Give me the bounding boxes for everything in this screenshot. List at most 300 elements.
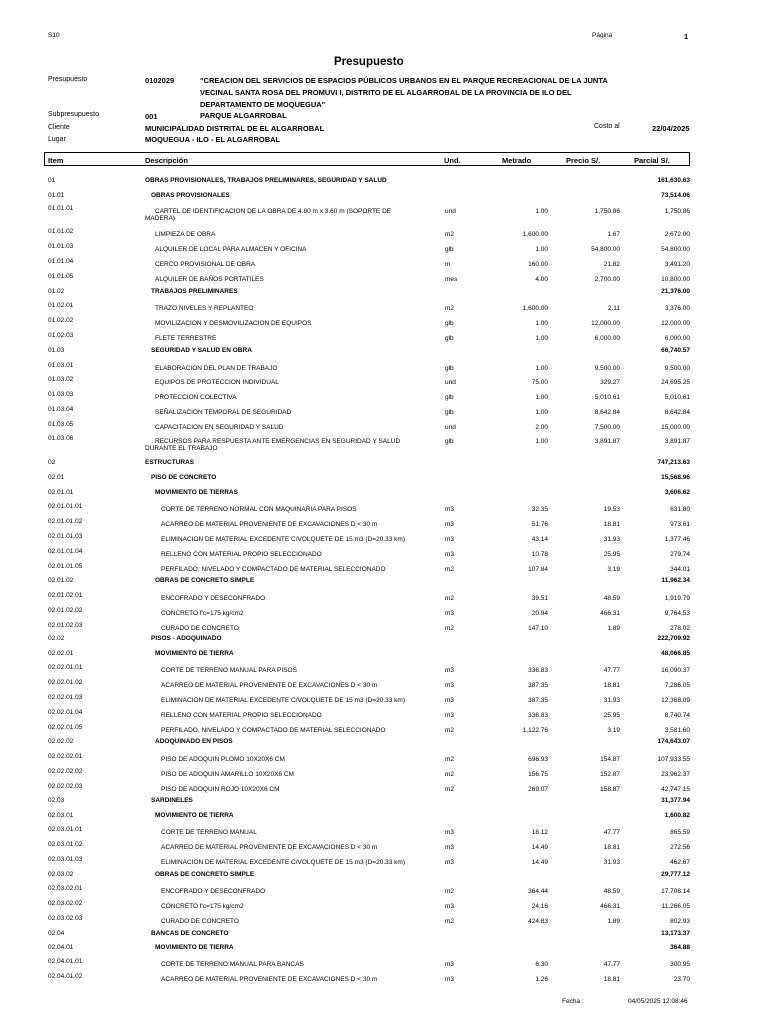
row-unit: m2: [445, 756, 455, 763]
row-parcial: 222,709.92: [657, 635, 690, 642]
row-metrado: 39.51: [531, 595, 548, 602]
row-description: [151, 635, 222, 642]
row-unit: m3: [445, 667, 455, 674]
row-precio: 47.77: [603, 961, 620, 968]
row-unit: m3: [445, 682, 455, 689]
row-description-line: ELABORACION DEL PLAN DE TRABAJO: [155, 365, 278, 372]
page-label: Página: [592, 32, 613, 39]
row-description: [161, 976, 377, 983]
row-item-code: 02.02.01.03: [48, 694, 83, 701]
row-precio: 152.87: [600, 771, 620, 778]
row-description-line: PISO DE ADOQUIN ROJO 10X20X6 CM: [161, 786, 280, 793]
row-description-line: OBRAS PROVISIONALES, TRABAJOS PRELIMINARES, SEGURIDAD Y SALUD: [145, 177, 387, 184]
row-item-code: 02.01: [48, 474, 65, 481]
row-description-line: MOVILIZACION Y DESMOVILIZACION DE EQUIPOS: [155, 320, 312, 327]
row-item-code: 02.03.01.02: [48, 841, 83, 848]
row-item-code: 02.01.02.01: [48, 592, 83, 599]
row-item-code: 01.03.01: [48, 362, 74, 369]
page-number: 1: [684, 32, 689, 41]
subpresupuesto-code: 001: [145, 112, 158, 121]
row-description: [151, 192, 230, 199]
row-unit: glb: [445, 246, 454, 253]
row-item-code: 02.02.01: [48, 650, 74, 657]
presupuesto-name-line3: DEPARTAMENTO DE MOQUEGUA": [200, 100, 326, 109]
row-precio: 54,800.00: [591, 246, 620, 253]
row-precio: 19.53: [603, 506, 620, 513]
row-precio: 2,700.00: [594, 276, 620, 283]
row-precio: 18.81: [603, 976, 620, 983]
row-parcial: 23,962.37: [661, 771, 690, 778]
row-description: [155, 379, 279, 386]
row-unit: m3: [445, 697, 455, 704]
row-parcial: 31,377.94: [661, 797, 690, 804]
row-parcial: 462.67: [670, 859, 690, 866]
row-unit: m3: [445, 551, 455, 558]
row-metrado: 387.35: [528, 682, 548, 689]
row-item-code: 02.01.01.01: [48, 503, 83, 510]
row-precio: 31.93: [603, 859, 620, 866]
row-description: [161, 610, 244, 617]
row-metrado: 1.00: [535, 335, 548, 342]
row-metrado: 1.00: [535, 208, 548, 215]
row-metrado: 51.76: [531, 521, 548, 528]
row-metrado: 336.83: [528, 667, 548, 674]
row-unit: m3: [445, 903, 455, 910]
row-precio: 329.27: [600, 379, 620, 386]
row-item-code: 01.01.04: [48, 258, 74, 265]
row-metrado: 43.14: [531, 536, 548, 543]
row-description-line: CORTE DE TERRENO MANUAL PARA PISOS: [161, 667, 297, 674]
col-und: Und.: [444, 156, 461, 165]
row-precio: 1.89: [607, 918, 620, 925]
row-unit: m2: [445, 771, 455, 778]
row-item-code: 02.02.01.04: [48, 709, 83, 716]
row-description: [155, 871, 254, 878]
row-description-line: TRABAJOS PRELIMINARES: [151, 288, 238, 295]
row-precio: 47.77: [603, 829, 620, 836]
row-description: [155, 812, 234, 819]
row-parcial: 865.59: [670, 829, 690, 836]
row-item-code: 01: [48, 177, 56, 184]
row-parcial: 11,266.05: [661, 903, 690, 910]
row-unit: m2: [445, 231, 455, 238]
row-parcial: 15,000.00: [661, 424, 690, 431]
row-metrado: 1.00: [535, 246, 548, 253]
row-description: [161, 536, 405, 543]
row-metrado: 10.78: [531, 551, 548, 558]
row-description-line: ELIMINACION DE MATERIAL EXCEDENTE C/VOLQUETE DE 15 m3 (D=20.33 km): [161, 536, 405, 543]
row-precio: 2.11: [607, 305, 620, 312]
row-metrado: 1.00: [535, 320, 548, 327]
row-metrado: 1.00: [535, 438, 548, 445]
row-parcial: 24,695.25: [661, 379, 690, 386]
row-metrado: 14.49: [531, 844, 548, 851]
row-parcial: 42,747.15: [661, 786, 690, 793]
col-item: Item: [48, 156, 64, 165]
row-precio: 25.95: [603, 712, 620, 719]
row-description-line: SARDINELES: [151, 797, 193, 804]
row-metrado: 1,600.00: [522, 305, 548, 312]
row-description: [155, 276, 264, 283]
row-precio: 466.31: [600, 610, 620, 617]
row-description-line: FLETE TERRESTRE: [155, 335, 217, 342]
row-unit: glb: [445, 394, 454, 401]
row-parcial: 9,764.53: [664, 610, 690, 617]
row-description-line: CURADO DE CONCRETO: [161, 918, 239, 925]
row-parcial: 9,500.00: [664, 365, 690, 372]
row-description: [151, 930, 229, 937]
row-unit: m3: [445, 829, 455, 836]
row-item-code: 02.02.02.03: [48, 783, 83, 790]
row-unit: m3: [445, 506, 455, 513]
row-unit: m2: [445, 727, 455, 734]
row-description-line: MOVIMIENTO DE TIERRA: [155, 812, 234, 819]
row-parcial: 29,777.12: [661, 871, 690, 878]
row-description-line: ALQUILER DE LOCAL PARA ALMACEN Y OFICINA: [155, 246, 307, 253]
row-description: [161, 756, 285, 763]
row-precio: 3.19: [607, 566, 620, 573]
row-unit: glb: [445, 409, 454, 416]
row-description: [161, 667, 297, 674]
row-metrado: 336.83: [528, 712, 548, 719]
row-parcial: 107,933.55: [657, 756, 690, 763]
presupuesto-label: Presupuesto: [48, 76, 88, 83]
row-precio: 21.82: [603, 261, 620, 268]
row-item-code: 02.02.01.02: [48, 679, 83, 686]
row-description: [155, 424, 283, 431]
row-metrado: 696.93: [528, 756, 548, 763]
row-description: [145, 459, 194, 466]
row-unit: glb: [445, 438, 454, 445]
row-parcial: 272.56: [670, 844, 690, 851]
row-item-code: 01.03.02: [48, 376, 74, 383]
row-description: [161, 903, 244, 910]
row-item-code: 02.04.01.01: [48, 958, 83, 965]
row-description: [155, 650, 234, 657]
row-metrado: 2.00: [535, 424, 548, 431]
cliente-label: Cliente: [48, 124, 70, 131]
row-metrado: 364.44: [528, 888, 548, 895]
row-description: [145, 438, 401, 452]
row-unit: glb: [445, 335, 454, 342]
row-parcial: 12,000.00: [661, 320, 690, 327]
row-metrado: 1,122.76: [522, 727, 548, 734]
row-parcial: 5,010.61: [664, 394, 690, 401]
row-unit: m: [445, 261, 451, 268]
row-description-line: ENCOFRADO Y DESECONFRADO: [161, 595, 266, 602]
row-description-line: PISO DE CONCRETO: [151, 474, 217, 481]
row-description-line: RECURSOS PARA RESPUESTA ANTE EMERGENCIAS EN SEGURIDAD Y SALUD: [155, 438, 401, 445]
row-description: [161, 595, 265, 602]
row-parcial: 12,368.09: [661, 697, 690, 704]
row-description-line: ACARREO DE MATERIAL PROVENIENTE DE EXCAVACIONES D < 30 m: [161, 521, 378, 528]
row-description: [155, 738, 233, 745]
row-parcial: 3,376.00: [664, 305, 690, 312]
row-item-code: 02.01.01.04: [48, 548, 83, 555]
row-item-code: 01.01.05: [48, 273, 74, 280]
row-description-line: EQUIPOS DE PROTECCION INDIVIDUAL: [155, 379, 279, 386]
row-metrado: 1.00: [535, 394, 548, 401]
row-unit: m3: [445, 521, 455, 528]
row-description: [151, 347, 252, 354]
row-item-code: 02.03.01.01: [48, 826, 83, 833]
row-item-code: 02.02: [48, 635, 65, 642]
row-parcial: 747,213.63: [657, 459, 690, 466]
row-parcial: 279.74: [670, 551, 690, 558]
row-parcial: 13,173.37: [661, 930, 690, 937]
presupuesto-name-line2: VECINAL SANTA ROSA DEL PROMUVI I, DISTRITO DE EL ALGARROBAL DE LA PROVINCIA DE ILO DEL: [200, 88, 572, 97]
row-metrado: 18.12: [531, 829, 548, 836]
row-precio: 466.31: [600, 903, 620, 910]
row-precio: 48.59: [603, 595, 620, 602]
row-item-code: 02.04.01.02: [48, 973, 83, 980]
row-metrado: 4.00: [535, 276, 548, 283]
row-description-line: OBRAS DE CONCRETO SIMPLE: [155, 871, 255, 878]
col-descripcion: Descripción: [145, 156, 188, 165]
row-description-line: RELLENO CON MATERIAL PROPIO SELECCIONADO: [161, 712, 322, 719]
row-metrado: 75.00: [531, 379, 548, 386]
row-item-code: 02.01.02.02: [48, 607, 83, 614]
row-item-code: 01.03.05: [48, 421, 74, 428]
row-description: [161, 712, 322, 719]
row-item-code: 01.03.04: [48, 406, 74, 413]
row-precio: 1,750.86: [594, 208, 620, 215]
row-parcial: 1,377.46: [664, 536, 690, 543]
row-unit: und: [445, 208, 456, 215]
row-metrado: 107.84: [528, 566, 548, 573]
row-description-line: ADOQUINADO EN PISOS: [155, 738, 233, 745]
row-parcial: 973.61: [670, 521, 690, 528]
row-description-line: PISO DE ADOQUIN PLOMO 10X20X6 CM: [161, 756, 285, 763]
row-parcial: 8,740.74: [664, 712, 690, 719]
row-description-line: PERFILADO, NIVELADO Y COMPACTADO DE MATERIAL SELECCIONADO: [161, 727, 386, 734]
row-description-line: CONCRETO f'c=175 kg/cm2: [161, 610, 244, 617]
row-metrado: 424.83: [528, 918, 548, 925]
row-metrado: 387.35: [528, 697, 548, 704]
row-metrado: 1.26: [535, 976, 548, 983]
row-item-code: 02.03.01: [48, 812, 74, 819]
row-parcial: 3,891.87: [664, 438, 690, 445]
row-unit: m3: [445, 976, 455, 983]
row-description-line: ALQUILER DE BAÑOS PORTATILES: [155, 276, 264, 283]
row-parcial: 6,000.00: [664, 335, 690, 342]
row-precio: 158.87: [600, 786, 620, 793]
row-description: [161, 918, 239, 925]
row-unit: glb: [445, 320, 454, 327]
row-metrado: 269.07: [528, 786, 548, 793]
row-parcial: 1,750.86: [664, 208, 690, 215]
row-description-line: LIMPIEZA DE OBRA: [155, 231, 216, 238]
row-parcial: 3,491.20: [664, 261, 690, 268]
row-description: [161, 888, 265, 895]
row-description-line: CORTE DE TERRENO MANUAL: [161, 829, 257, 836]
row-description: [161, 506, 357, 513]
row-item-code: 02.03.01.03: [48, 856, 83, 863]
row-precio: 48.59: [603, 888, 620, 895]
col-precio: Precio S/.: [566, 156, 601, 165]
row-parcial: 802.93: [670, 918, 690, 925]
row-unit: m2: [445, 595, 455, 602]
row-description-line: RELLENO CON MATERIAL PROPIO SELECCIONADO: [161, 551, 322, 558]
row-parcial: 11,962.34: [661, 577, 690, 584]
row-unit: m2: [445, 305, 455, 312]
row-description-line: ELIMINACION DE MATERIAL EXCEDENTE C/VOLQUETE DE 15 m3 (D=20.33 km): [161, 859, 405, 866]
row-parcial: 3,606.62: [664, 489, 690, 496]
row-precio: 9,500.00: [594, 365, 620, 372]
row-precio: 25.95: [603, 551, 620, 558]
row-unit: m3: [445, 844, 455, 851]
row-description: [155, 489, 238, 496]
row-description: [161, 961, 304, 968]
row-description: [151, 474, 216, 481]
row-precio: 8,642.84: [594, 409, 620, 416]
page-title: Presupuesto: [334, 56, 404, 68]
row-metrado: 14.49: [531, 859, 548, 866]
row-description: [161, 521, 377, 528]
row-parcial: 17,708.14: [661, 888, 690, 895]
row-unit: m2: [445, 888, 455, 895]
presupuesto-code: 0102029: [145, 76, 175, 85]
row-description-line: ACARREO DE MATERIAL PROVENIENTE DE EXCAVACIONES D < 30 m: [161, 976, 378, 983]
row-description: [155, 409, 291, 416]
row-parcial: 1,600.82: [664, 812, 690, 819]
row-description: [161, 727, 386, 734]
row-item-code: 01.01.02: [48, 228, 74, 235]
row-description: [155, 577, 254, 584]
row-parcial: 7,286.05: [664, 682, 690, 689]
row-item-code: 01.03: [48, 347, 65, 354]
lugar-name: MOQUEGUA - ILO - EL ALGARROBAL: [145, 135, 281, 144]
row-description: [155, 231, 215, 238]
row-item-code: 02.02.01.01: [48, 664, 83, 671]
row-precio: 5,010.61: [594, 394, 620, 401]
row-item-code: 02.01.01: [48, 489, 74, 496]
row-metrado: 1.00: [535, 409, 548, 416]
row-parcial: 10,800.00: [661, 276, 690, 283]
row-item-code: 02.03.02.03: [48, 915, 83, 922]
row-parcial: 2,672.00: [664, 231, 690, 238]
row-unit: m3: [445, 961, 455, 968]
row-description-line: CERCO PROVISIONAL DE OBRA: [155, 261, 256, 268]
row-metrado: 156.75: [528, 771, 548, 778]
row-parcial: 364.88: [670, 944, 690, 951]
row-item-code: 02.03.02: [48, 871, 74, 878]
row-description: [155, 335, 216, 342]
row-parcial: 278.02: [670, 625, 690, 632]
row-item-code: 02.03.02.02: [48, 900, 83, 907]
row-unit: glb: [445, 365, 454, 372]
row-precio: 31.93: [603, 536, 620, 543]
row-description: [155, 394, 237, 401]
row-description: [161, 829, 257, 836]
row-item-code: 02.03.02.01: [48, 885, 83, 892]
row-unit: m2: [445, 918, 455, 925]
row-precio: 18.81: [603, 521, 620, 528]
row-item-code: 01.03.06: [48, 435, 74, 442]
row-description: [161, 786, 279, 793]
row-metrado: 147.10: [528, 625, 548, 632]
row-description: [145, 208, 392, 222]
row-description-line: PROTECCION COLECTIVA: [155, 394, 237, 401]
footer-fecha-value: 04/05/2025 12:08:46: [628, 998, 688, 1005]
row-item-code: 02.04.01: [48, 944, 74, 951]
row-parcial: 8,642.84: [664, 409, 690, 416]
row-parcial: 3,581.60: [664, 727, 690, 734]
row-description-line: BANCAS DE CONCRETO: [151, 930, 229, 937]
row-precio: 1.67: [607, 231, 620, 238]
row-precio: 3.19: [607, 727, 620, 734]
row-item-code: 02.01.01.02: [48, 518, 83, 525]
row-item-code: 01.01.03: [48, 243, 74, 250]
row-description-line: CAPACITACION EN SEGURIDAD Y SALUD: [155, 424, 284, 431]
row-parcial: 54,800.00: [661, 246, 690, 253]
row-description: [151, 288, 238, 295]
row-description: [161, 844, 377, 851]
row-item-code: 02.01.01.03: [48, 533, 83, 540]
row-parcial: 300.95: [670, 961, 690, 968]
row-item-code: 02.02.01.05: [48, 724, 83, 731]
row-precio: 154.87: [600, 756, 620, 763]
footer-fecha-label: Fecha :: [562, 998, 584, 1005]
subpresupuesto-label: Subpresupuesto: [48, 111, 99, 118]
row-description-line: SEÑALIZACION TEMPORAL DE SEGURIDAD: [155, 409, 292, 416]
row-description-line: ESTRUCTURAS: [145, 459, 195, 466]
row-description-line: PISO DE ADOQUIN AMARILLO 10X20X6 CM: [161, 771, 294, 778]
row-description: [155, 320, 312, 327]
row-unit: m3: [445, 610, 455, 617]
row-precio: 12,000.00: [591, 320, 620, 327]
row-metrado: 1.00: [535, 365, 548, 372]
row-parcial: 66,740.57: [661, 347, 690, 354]
row-description-line: DURANTE EL TRABAJO: [145, 445, 218, 452]
row-parcial: 1,919.79: [664, 595, 690, 602]
row-item-code: 02.02.02.01: [48, 753, 83, 760]
row-description: [161, 682, 377, 689]
row-metrado: 6.30: [535, 961, 548, 968]
row-description-line: MOVIMIENTO DE TIERRA: [155, 944, 234, 951]
row-parcial: 48,066.85: [661, 650, 690, 657]
row-precio: 47.77: [603, 667, 620, 674]
row-parcial: 73,514.06: [661, 192, 690, 199]
row-item-code: 02.02.02.02: [48, 768, 83, 775]
row-description-line: CURADO DE CONCRETO: [161, 625, 239, 632]
row-item-code: 01.02: [48, 288, 65, 295]
row-description-line: SEGURIDAD Y SALUD EN OBRA: [151, 347, 252, 354]
row-precio: 3,891.87: [594, 438, 620, 445]
row-unit: und: [445, 424, 456, 431]
row-metrado: 32.35: [531, 506, 548, 513]
row-description: [155, 305, 253, 312]
row-parcial: 23.70: [673, 976, 690, 983]
row-precio: 18.81: [603, 844, 620, 851]
row-unit: m2: [445, 786, 455, 793]
row-precio: 1.89: [607, 625, 620, 632]
row-item-code: 02.01.02.03: [48, 622, 83, 629]
costo-label: Costo al: [594, 123, 620, 130]
row-parcial: 15,568.96: [661, 474, 690, 481]
row-description: [155, 944, 234, 951]
row-description-line: OBRAS DE CONCRETO SIMPLE: [155, 577, 255, 584]
row-description: [161, 551, 322, 558]
presupuesto-name-line1: "CREACION DEL SERVICIOS DE ESPACIOS PÚBLICOS URBANOS EN EL PARQUE RECREACIONAL DE LA JUNTA: [200, 76, 608, 85]
row-description-line: MOVIMIENTO DE TIERRAS: [155, 489, 238, 496]
row-description: [161, 697, 405, 704]
row-item-code: 02: [48, 459, 56, 466]
row-description-line: MOVIMIENTO DE TIERRA: [155, 650, 234, 657]
row-unit: m3: [445, 536, 455, 543]
row-parcial: 631.80: [670, 506, 690, 513]
row-description-line: CORTE DE TERRENO NORMAL CON MAQUINARIA PARA PISOS: [161, 506, 357, 513]
